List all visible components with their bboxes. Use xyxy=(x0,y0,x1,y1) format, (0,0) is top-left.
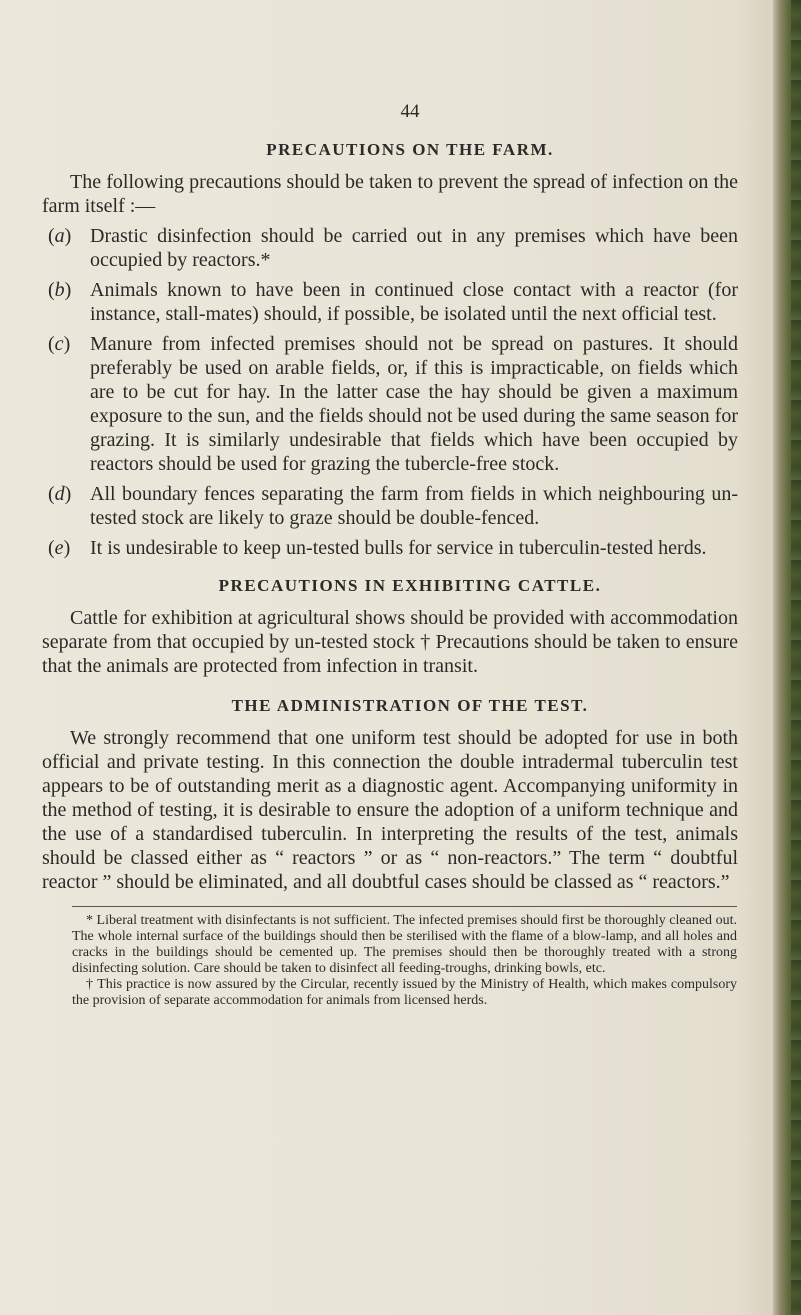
binding-edge xyxy=(791,0,801,1315)
list-item xyxy=(42,332,738,476)
footnote: * Liberal treatment with disinfectants is not sufficient. The infected premises should first be thoroughly cleaned out. The whole internal surface of the buildings should then be sterilised with the flame of a blow-lamp, and all holes and cracks in the buildings should be cemented up. The premises should then be thoroughly treated with a strong disinfecting solution. Care should be taken to disinfect all feeding-troughs, drinking bowls, etc. xyxy=(72,913,737,976)
item-text: Manure from infected premises should not be spread on pastures. It should preferably be used on arable fields, or, if this is impracticable, on fields which are to be cut for hay. In the latter case the hay should be given a maximum exposure to the sun, and the fields should not be used during the same season for grazing. It is similarly undesirable that fields which have been occupied by reactors should be used for grazing the tubercle-free stock. xyxy=(90,333,738,475)
list-item xyxy=(42,278,738,326)
list-item xyxy=(42,224,738,272)
item-text: Animals known to have been in continued close contact with a reactor (for instance, stall-mates) should, if possible, be isolated until the next official test. xyxy=(90,279,738,325)
footnote: † This practice is now assured by the Circular, recently issued by the Ministry of Health, which makes compulsory the provision of separate accommodation for animals from licensed herds. xyxy=(72,977,737,1008)
item-label: (b) xyxy=(48,279,72,301)
item-label: (a) xyxy=(48,225,72,247)
exhibiting-paragraph: Cattle for exhibition at agricultural shows should be provided with accommodation separate from that occupied by un-tested stock † Precautions should be taken to ensure that the animals are protected from infection in transit. xyxy=(42,607,738,677)
list-item xyxy=(42,536,738,560)
item-text: It is undesirable to keep un-tested bulls for service in tuberculin-tested herds. xyxy=(90,537,707,559)
item-label: (e) xyxy=(48,537,71,559)
section-heading-exhibiting: PRECAUTIONS IN EXHIBITING CATTLE. xyxy=(218,576,602,595)
item-label: (c) xyxy=(48,333,71,355)
item-text: All boundary fences separating the farm from fields in which neighbouring un-tested stock are likely to graze should be double-fenced. xyxy=(90,483,738,529)
administration-paragraph: We strongly recommend that one uniform test should be adopted for use in both official and private testing. In this connection the double intradermal tuberculin test appears to be of outstanding merit as a diagnostic agent. Accompanying uniformity in the method of testing, it is desirable to ensure the adoption of a uniform technique and the use of a standardised tuberculin. In interpreting the results of the test, animals should be classed either as “ reactors ” or as “ non-reactors.” The term “ doubtful reactor ” should be eliminated, and all doubtful cases should be classed as “ reactors.” xyxy=(42,727,738,893)
footnotes xyxy=(72,906,737,1009)
item-text: Drastic disinfection should be carried out in any premises which have been occupied by reactors.* xyxy=(90,225,738,271)
section-heading-administration: THE ADMINISTRATION OF THE TEST. xyxy=(231,696,589,715)
page-edge xyxy=(773,0,801,1315)
item-label: (d) xyxy=(48,483,72,505)
farm-intro: The following precautions should be taken to prevent the spread of infection on the farm itself :— xyxy=(42,171,738,217)
page-number: 44 xyxy=(400,101,420,122)
page-content xyxy=(42,100,738,1009)
list-item xyxy=(42,482,738,530)
section-heading-farm: PRECAUTIONS ON THE FARM. xyxy=(266,140,554,159)
